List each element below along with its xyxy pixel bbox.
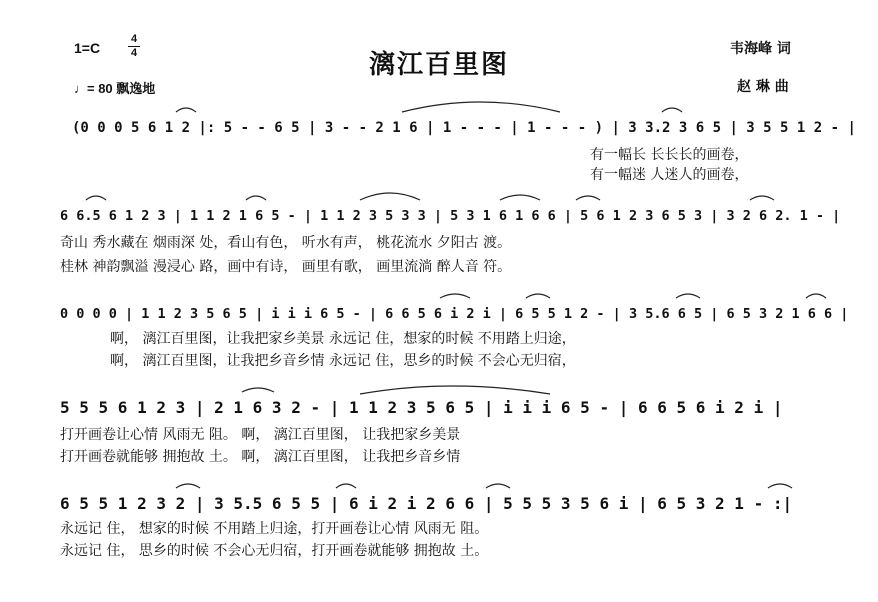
lyrics-system-1-verse-2: 有一幅迷 人迷人的画卷， <box>590 167 749 183</box>
time-signature <box>128 34 140 59</box>
lyricist-credit: 韦海峰 词 <box>730 41 791 57</box>
slur-mark <box>486 484 510 488</box>
slur-mark <box>246 196 266 200</box>
slur-mark <box>360 386 550 394</box>
slur-mark <box>500 195 540 200</box>
slur-mark <box>526 294 550 298</box>
slur-mark <box>576 196 600 200</box>
slur-mark <box>176 108 196 112</box>
composer-credit: 赵 琳 曲 <box>737 79 789 95</box>
tempo-marking: ♩= 80 飘逸地 <box>74 81 156 96</box>
notation-system-3: 0 0 0 0 | 1 1 2 3 5 6 5 | i i i 6 5 - | 6 6 5 6 i 2 i | 6 5 5 1 2 - | 3 5.6 6 5 | 6 5 3 2 1 6 6 | <box>60 306 849 322</box>
slur-mark <box>86 196 106 200</box>
lyrics-system-4-verse-2: 打开画卷就能够 拥抱故 土。 啊， 漓江百里图， 让我把乡音乡情 <box>60 449 461 465</box>
slur-mark <box>750 196 774 200</box>
lyrics-system-2-verse-1: 奇山 秀水藏在 烟雨深 处，看山有色， 听水有声， 桃花流水 夕阳古 渡。 <box>60 235 512 251</box>
slur-mark <box>402 102 560 112</box>
slur-mark <box>360 193 420 200</box>
key-signature: 1=C <box>74 40 101 56</box>
notation-system-4: 5 5 5 6 1 2 3 | 2 1 6 3 2 - | 1 1 2 3 5 6 5 | i i i 6 5 - | 6 6 5 6 i 2 i | <box>60 398 783 417</box>
slur-mark <box>176 484 200 488</box>
notation-system-1: (0 0 0 5 6 1 2 |: 5 - - 6 5 | 3 - - 2 1 6 | 1 - - - | 1 - - - ) | 3 3.2 3 6 5 | 3 5 5 1 2 - | <box>72 120 856 136</box>
slur-mark <box>440 294 470 298</box>
lyrics-system-2-verse-2: 桂林 神韵飘溢 漫浸心 路，画中有诗， 画里有歌， 画里流淌 醉人音 符。 <box>60 259 512 275</box>
lyrics-system-5-verse-1: 永远记 住， 想家的时候 不用踏上归途，打开画卷让心情 风雨无 阻。 <box>60 521 489 537</box>
time-signature-top: 4 <box>130 33 138 45</box>
slur-mark <box>242 388 274 392</box>
lyrics-system-3-verse-2: 啊， 漓江百里图，让我把乡音乡情 永远记 住，思乡的时候 不会心无归宿， <box>110 353 576 369</box>
lyrics-system-5-verse-2: 永远记 住， 思乡的时候 不会心无归宿，打开画卷就能够 拥抱故 土。 <box>60 543 489 559</box>
lyrics-system-3-verse-1: 啊， 漓江百里图，让我把家乡美景 永远记 住，想家的时候 不用踏上归途， <box>110 331 576 347</box>
lyrics-system-1-verse-1: 有一幅长 长长长的画卷， <box>590 147 749 163</box>
lyrics-system-4-verse-1: 打开画卷让心情 风雨无 阻。 啊， 漓江百里图， 让我把家乡美景 <box>60 427 461 443</box>
slur-mark <box>662 108 682 112</box>
time-signature-bottom: 4 <box>130 47 138 59</box>
slur-mark <box>676 294 700 298</box>
song-title: 漓江百里图 <box>368 50 509 80</box>
slur-mark <box>806 294 826 298</box>
notation-system-2: 6 6.5 6 1 2 3 | 1 1 2 1 6 5 - | 1 1 2 3 5 3 3 | 5 3 1 6 1 6 6 | 5 6 1 2 3 6 5 3 | 3 2 6 2. 1 - | <box>60 208 841 224</box>
notation-system-5: 6 5 5 1 2 3 2 | 3 5.5 6 5 5 | 6 i 2 i 2 6 6 | 5 5 5 3 5 6 i | 6 5 3 2 1 - :| <box>60 494 793 513</box>
slur-mark <box>336 484 356 488</box>
slur-mark <box>768 484 792 488</box>
